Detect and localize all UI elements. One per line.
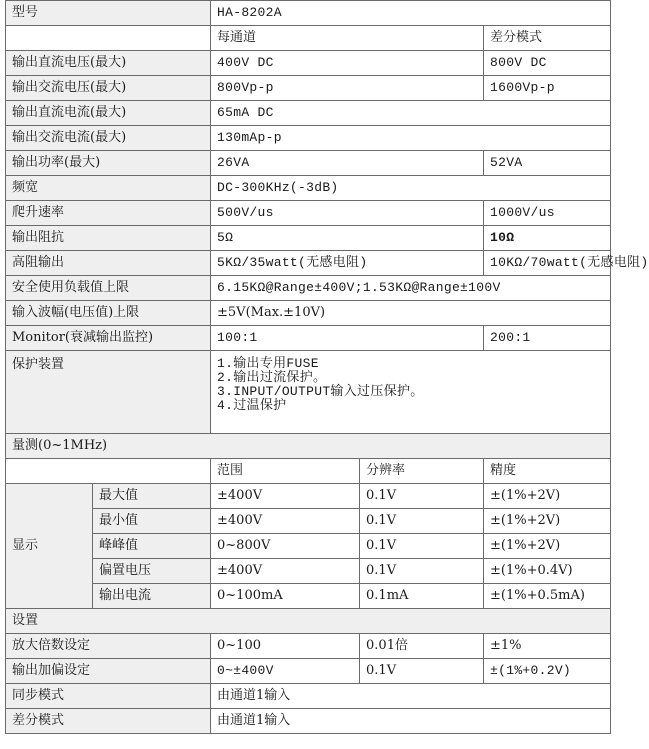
row-value: 6.15KΩ@Range±400V;1.53KΩ@Range±100V [211, 276, 611, 301]
row-label: 输出交流电压(最大) [6, 76, 211, 101]
row-label: 输出直流电压(最大) [6, 51, 211, 76]
range-value: ±400V [211, 509, 360, 534]
differential-value: 800V DC [484, 51, 611, 76]
table-row [6, 251, 611, 276]
table-row [6, 276, 611, 301]
settings-title-row [6, 609, 611, 634]
table-row [6, 151, 611, 176]
row-label: 偏置电压 [93, 559, 211, 584]
row-label: 安全使用负载值上限 [6, 276, 211, 301]
differential-value: 1600Vp-p [484, 76, 611, 101]
resolution-header: 分辨率 [360, 459, 484, 484]
per-channel-value: 5Ω [211, 226, 484, 251]
measure-title: 量测(0~1MHz) [6, 434, 611, 459]
table-row [6, 126, 611, 151]
row-label: 差分模式 [6, 709, 211, 734]
range-value: 0~100 [211, 634, 360, 659]
accuracy-value: ±(1%+0.4V) [484, 559, 611, 584]
row-label: 峰峰值 [93, 534, 211, 559]
row-label: 输出交流电流(最大) [6, 126, 211, 151]
table-row [6, 584, 611, 609]
table-row [6, 559, 611, 584]
accuracy-value: ±1% [484, 634, 611, 659]
per-channel-value: 500V/us [211, 201, 484, 226]
range-value: ±400V [211, 484, 360, 509]
differential-value: 200:1 [484, 326, 611, 351]
accuracy-value: ±(1%+2V) [484, 509, 611, 534]
protection-label: 保护装置 [6, 351, 211, 434]
table-row [6, 51, 611, 76]
list-item: 2.输出过流保护。 [217, 370, 327, 385]
accuracy-value: ±(1%+2V) [484, 534, 611, 559]
table-row [6, 509, 611, 534]
table-row [6, 301, 611, 326]
model-row [6, 1, 611, 26]
table-row [6, 76, 611, 101]
per-channel-value: 5KΩ/35watt(无感电阻) [211, 251, 484, 276]
resolution-value: 0.1V [360, 509, 484, 534]
row-label: 输出功率(最大) [6, 151, 211, 176]
table-row [6, 176, 611, 201]
settings-title: 设置 [6, 609, 611, 634]
row-label: 高阻输出 [6, 251, 211, 276]
differential-value: 10KΩ/70watt(无感电阻) [484, 251, 611, 276]
display-group-label: 显示 [6, 484, 93, 609]
row-value: 由通道1输入 [211, 684, 611, 709]
range-value: ±400V [211, 559, 360, 584]
accuracy-value: ±(1%+2V) [484, 484, 611, 509]
per-channel-value: 800Vp-p [211, 76, 484, 101]
resolution-value: 0.01倍 [360, 634, 484, 659]
row-label: 输出加偏设定 [6, 659, 211, 684]
accuracy-value: ±(1%+0.2V) [484, 659, 611, 684]
range-value: 0~100mA [211, 584, 360, 609]
differential-value: 52VA [484, 151, 611, 176]
row-label: 爬升速率 [6, 201, 211, 226]
model-value: HA-8202A [211, 1, 611, 26]
per-channel-value: 100:1 [211, 326, 484, 351]
empty-cell [6, 26, 211, 51]
row-label: 最小值 [93, 509, 211, 534]
differential-header: 差分模式 [484, 26, 611, 51]
row-label: 输出直流电流(最大) [6, 101, 211, 126]
row-value: 130mAp-p [211, 126, 611, 151]
row-label: 同步模式 [6, 684, 211, 709]
row-label: 输出阻抗 [6, 226, 211, 251]
table-row [6, 534, 611, 559]
table-row [6, 484, 611, 509]
list-item: 4.过温保护 [217, 398, 287, 413]
resolution-value: 0.1V [360, 484, 484, 509]
spec-table [5, 0, 649, 734]
row-label: 频宽 [6, 176, 211, 201]
empty-cell [6, 459, 211, 484]
row-label: 放大倍数设定 [6, 634, 211, 659]
row-label: Monitor(衰减输出监控) [6, 326, 211, 351]
resolution-value: 0.1mA [360, 584, 484, 609]
diff-mode-row [6, 709, 611, 734]
range-value: 0~800V [211, 534, 360, 559]
row-label: 输入波幅(电压值)上限 [6, 301, 211, 326]
resolution-value: 0.1V [360, 559, 484, 584]
list-item: 3.INPUT/OUTPUT输入过压保护。 [217, 384, 424, 399]
model-label: 型号 [6, 1, 211, 26]
per-channel-value: 400V DC [211, 51, 484, 76]
table-row [6, 201, 611, 226]
per-channel-value: 26VA [211, 151, 484, 176]
accuracy-value: ±(1%+0.5mA) [484, 584, 611, 609]
range-header: 范围 [211, 459, 360, 484]
protection-row [6, 351, 611, 434]
row-value: 由通道1输入 [211, 709, 611, 734]
differential-value: 10Ω [484, 226, 611, 251]
measure-title-row [6, 434, 611, 459]
row-value: ±5V(Max.±10V) [211, 301, 611, 326]
table-row [6, 226, 611, 251]
table-row [6, 101, 611, 126]
resolution-value: 0.1V [360, 659, 484, 684]
row-label: 最大值 [93, 484, 211, 509]
row-value: 65mA DC [211, 101, 611, 126]
table-row [6, 326, 611, 351]
range-value: 0~±400V [211, 659, 360, 684]
row-label: 输出电流 [93, 584, 211, 609]
measure-header-row [6, 459, 611, 484]
differential-value: 1000V/us [484, 201, 611, 226]
accuracy-header: 精度 [484, 459, 611, 484]
row-value: DC-300KHz(-3dB) [211, 176, 611, 201]
protection-list [211, 351, 611, 434]
table-row [6, 659, 611, 684]
table-row [6, 634, 611, 659]
resolution-value: 0.1V [360, 534, 484, 559]
list-item: 1.输出专用FUSE [217, 356, 319, 371]
channel-header-row [6, 26, 611, 51]
per-channel-header: 每通道 [211, 26, 484, 51]
sync-mode-row [6, 684, 611, 709]
